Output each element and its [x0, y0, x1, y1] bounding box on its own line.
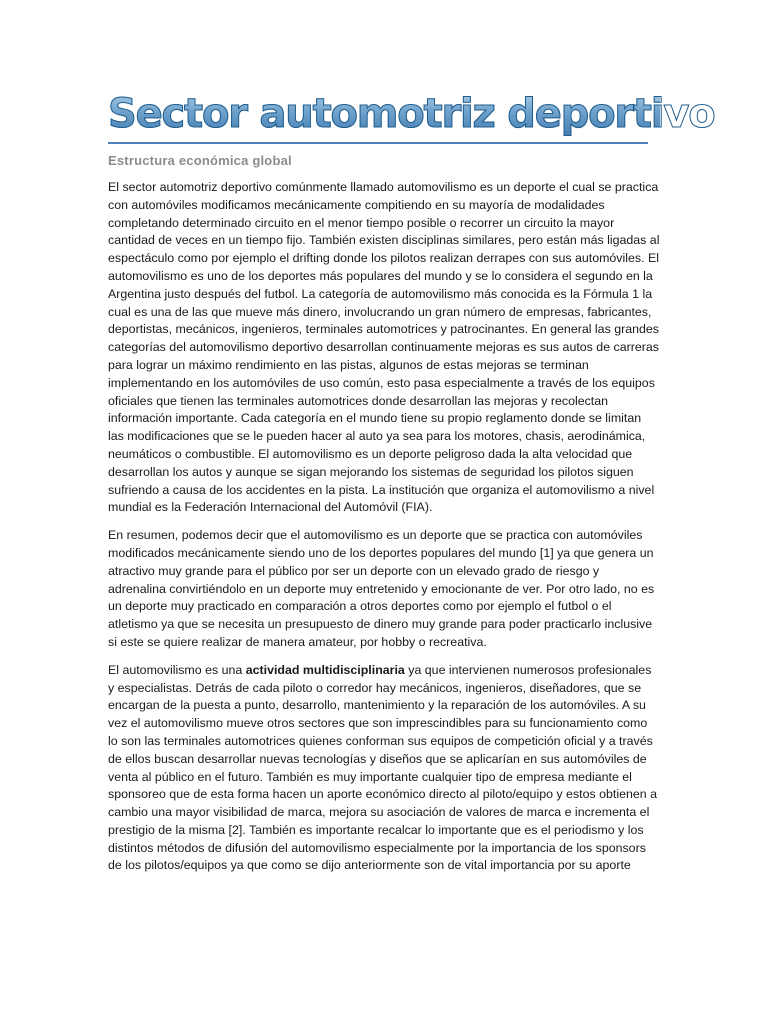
document-subtitle: Estructura económica global	[108, 153, 292, 168]
paragraph-3	[108, 662, 660, 876]
paragraph-3-start: El automovilismo es una	[108, 662, 246, 677]
title-underline	[108, 142, 648, 144]
document-title: Sector automotriz deportivo	[108, 88, 660, 140]
document-page	[108, 88, 715, 875]
paragraph-2: En resumen, podemos decir que el automovilismo es un deporte que se practica con automóviles modificados mecánicamente siendo uno de los deportes populares del mundo [1] ya que genera un atractivo muy grande para el público por ser un deporte con un elevado grado de riesgo y adrenalina convirtiéndolo en un deporte muy entretenido y emocionante de ver. Por otro lado, no es un deporte muy practicado en comparación a otros deportes como por ejemplo el futbol o el atletismo ya que se necesita un presupuesto de dinero muy grande para poder practicarlo inclusive si este se quiere realizar de manera amateur, por hobby o recreativa.	[108, 528, 655, 649]
paragraph-1: El sector automotriz deportivo comúnmente llamado automovilismo es un deporte el cual se practica con automóviles modificamos mecánicamente compitiendo en su mayoría de modalidades completando determinado circuito en el menor tiempo posible o recorrer un circuito la mayor cantidad de veces en un tiempo fijo. También existen disciplinas similares, pero están más ligadas al espectáculo como por ejemplo el drifting donde los pilotos realizan derrapes con sus automóviles. El automovilismo es uno de los deportes más populares del mundo y se lo considera el segundo en la Argentina justo después del futbol. La categoría de automovilismo más conocida es la Fórmula 1 la cual es una de las que mueve más dinero, involucrando un gran número de empresas, fabricantes, deportistas, mecánicos, ingenieros, terminales automotrices y patrocinantes. En general las grandes categorías del automovilismo deportivo desarrollan continuamente mejoras es sus autos de carreras para lograr un máximo rendimiento en las pistas, algunos de estas mejoras se terminan implementando en los automóviles de uso común, esto pasa especialmente a través de los equipos oficiales que tienen las terminales automotrices donde desarrollan las mejoras y recolectan información importante. Cada categoría en el mundo tiene su propio reglamento donde se limitan las modificaciones que se le pueden hacer al auto ya sea para los motores, chasis, aerodinámica, neumáticos o combustible. El automovilismo es un deporte peligroso dada la alta velocidad que desarrollan los autos y aunque se sigan mejorando los sistemas de seguridad los pilotos siguen sufriendo a causa de los accidentes en la pista. La institución que organiza el automovilismo a nivel mundial es la Federación Internacional del Automóvil (FIA).	[108, 180, 660, 515]
paragraph-3-bold-term: actividad multidisciplinaria	[245, 662, 405, 677]
paragraph-3-rest: ya que intervienen numerosos profesionales y especialistas. Detrás de cada piloto o corredor hay mecánicos, ingenieros, diseñadores, que se encargan de la puesta a punto, desarrollo, mantenimiento y la reparación de los automóviles. A su vez el automovilismo mueve otros sectores que son imprescindibles para su funcionamiento como lo son las terminales automotrices quienes conforman sus equipos de competición oficial y a través de ellos buscan desarrollar nuevas tecnologías y diseños que se aplicarían en sus automóviles de venta al público en el futuro. También es muy importante cualquier tipo de empresa mediante el sponsoreo que de esta forma hacen un aporte económico directo al piloto/equipo y estos obtienen a cambio una mayor visibilidad de marca, mejora su asociación de valores de marca e incrementa el prestigio de la misma [2]. También es importante recalcar lo importante que es el periodismo y los distintos métodos de difusión del automovilismo especialmente por la importancia de los sponsors de los pilotos/equipos ya que como se dijo anteriormente son de vital importancia por su aporte	[108, 662, 657, 873]
